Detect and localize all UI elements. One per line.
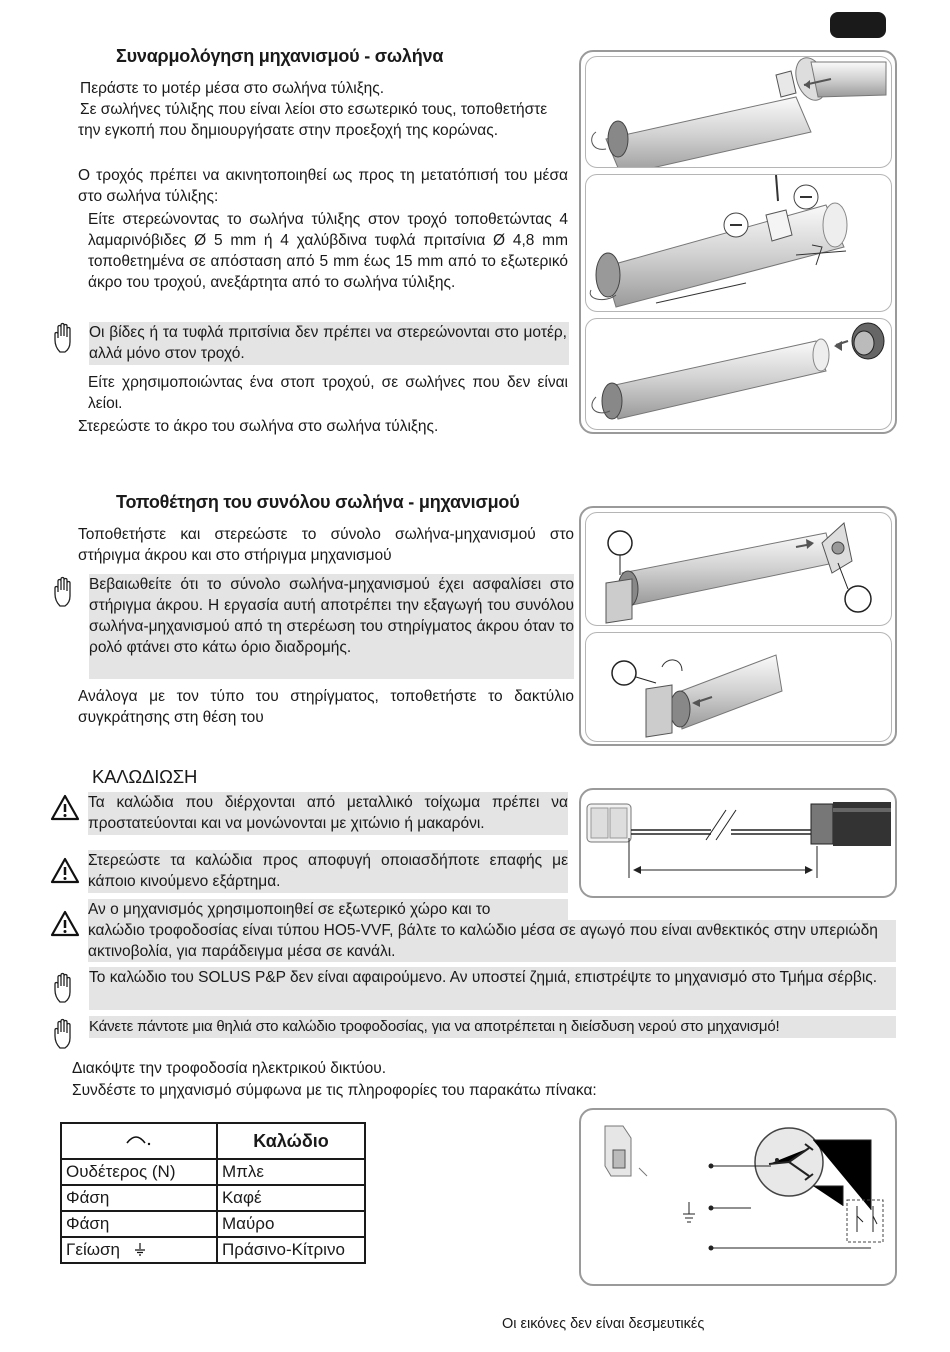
section-title-installation: Τοποθέτηση του συνόλου σωλήνα - μηχανισμού — [116, 492, 520, 512]
table-cell: Φάση — [61, 1185, 217, 1211]
table-cell: Καφέ — [217, 1185, 365, 1211]
figure-screw-fixing — [585, 174, 892, 312]
paragraph: Διακόψτε την τροφοδοσία ηλεκτρικού δικτύου. — [72, 1060, 387, 1077]
note-box: Βεβαιωθείτε ότι το σύνολο σωλήνα-μηχανισμού έχει ασφαλίσει στο στήριγμα άκρου. Η εργασία αυτή αποτρέπει την εξαγωγή του συνόλου σωλήνα-μηχανισμού από τη στερέωση του στηρίγματος άκρου όταν το ρολό φτάνει στο κάτω όριο διαδρομής. — [89, 574, 574, 679]
figure-panel-wiring-diagram — [579, 1108, 897, 1286]
warning-box: Στερεώστε τα καλώδια προς αποφυγή οποιασδήποτε επαφής με κάποιο κινούμενο εξάρτημα. — [88, 850, 568, 893]
footer-disclaimer: Οι εικόνες δεν είναι δεσμευτικές — [502, 1316, 705, 1332]
table-row — [61, 1159, 365, 1185]
table-cell: Ουδέτερος (N) — [61, 1159, 217, 1185]
table-row — [61, 1211, 365, 1237]
hand-note-icon — [52, 1018, 78, 1050]
table-cell — [61, 1237, 217, 1263]
table-cell: Φάση — [61, 1211, 217, 1237]
paragraph: Τοποθετήστε και στερεώστε το σύνολο σωλήνα-μηχανισμού στο στήριγμα άκρου και στο στήριγμα μηχανισμού — [78, 526, 574, 564]
hand-note-icon — [52, 972, 78, 1004]
warning-icon — [50, 794, 80, 821]
paragraph: Συνδέστε το μηχανισμό σύμφωνα με τις πληροφορίες του παρακάτω πίνακα: — [72, 1082, 597, 1099]
table-header-row — [61, 1123, 365, 1159]
paragraph: Είτε χρησιμοποιώντας ένα στοπ τροχού, σε σωλήνες που δεν είναι λείοι. — [88, 374, 568, 412]
warning-box: Τα καλώδια που διέρχονται από μεταλλικό τοίχωμα πρέπει να προστατεύονται και να μονώνονται με χιτώνιο ή μακαρόνι. — [88, 792, 568, 835]
warning-icon — [50, 857, 80, 884]
paragraph: Στερεώστε το άκρο του σωλήνα στο σωλήνα τύλιξης. — [78, 418, 439, 435]
figure-bracket-mount — [585, 512, 892, 626]
table-cell: Μαύρο — [217, 1211, 365, 1237]
wiring-table — [60, 1122, 366, 1264]
ac-symbol-icon — [61, 1123, 217, 1159]
hand-note-icon — [52, 576, 78, 608]
note-box: Κάνετε πάντοτε μια θηλιά στο καλώδιο τροφοδοσίας, για να αποτρέπεται η διείσδυση νερού στο μηχανισμό! — [89, 1016, 896, 1038]
figure-motor-insertion — [585, 56, 892, 168]
table-row — [61, 1185, 365, 1211]
table-cell: Μπλε — [217, 1159, 365, 1185]
warning-icon — [50, 910, 80, 937]
figure-panel-installation — [579, 506, 897, 746]
table-row — [61, 1237, 365, 1263]
table-cell: Πράσινο-Κίτρινο — [217, 1237, 365, 1263]
figure-end-cap — [585, 318, 892, 430]
figure-panel-cable — [579, 788, 897, 898]
figure-wiring-diagram — [581, 1110, 895, 1284]
figure-panel-assembly — [579, 50, 897, 434]
paragraph: Είτε στερεώνοντας το σωλήνα τύλιξης στον τροχό τοποθετώντας 4 λαμαρινόβιδες Ø 5 mm ή 4 χαλύβδινα τυφλά πριτσίνια Ø 4,8 mm τοποθετημένα σε απόσταση από 5 mm έως 15 mm από το εξωτερικό άκρο του τροχού, ανεξάρτητα από το σωλήνα τύλιξης. — [88, 211, 568, 291]
warning-box-line1: Αν ο μηχανισμός χρησιμοποιηθεί σε εξωτερικό χώρο και το — [88, 899, 568, 920]
hand-note-icon — [52, 322, 78, 354]
paragraph: Σε σωλήνες τύλιξης που είναι λείοι στο εσωτερικό τους, τοποθετήστε την εγκοπή που δημιουργήσατε στην προεξοχή της κορώνας. — [78, 101, 548, 139]
figure-retaining-ring — [585, 632, 892, 742]
paragraph: Περάστε το μοτέρ μέσα στο σωλήνα τύλιξης. — [80, 80, 385, 97]
language-tab-marker — [830, 12, 886, 38]
table-cell-label: Γείωση — [66, 1240, 120, 1259]
ground-icon — [133, 1242, 147, 1256]
note-box: Οι βίδες ή τα τυφλά πριτσίνια δεν πρέπει να στερεώνονται στο μοτέρ, αλλά μόνο στον τροχό. — [89, 322, 569, 365]
paragraph: Ο τροχός πρέπει να ακινητοποιηθεί ως προς τη μετατόπισή του μέσα στο σωλήνα τύλιξης: — [78, 167, 568, 205]
paragraph: Ανάλογα με τον τύπο του στηρίγματος, τοποθετήστε το δακτύλιο συγκράτησης στη θέση του — [78, 688, 574, 726]
note-box: Το καλώδιο του SOLUS P&P δεν είναι αφαιρούμενο. Αν υποστεί ζημιά, επιστρέψτε το μηχανισμό στο Τμήμα σέρβις. — [89, 967, 896, 1010]
section-title-assembly: Συναρμολόγηση μηχανισμού - σωλήνα — [116, 46, 444, 66]
section-title-wiring: ΚΑΛΩΔΙΩΣΗ — [92, 766, 198, 787]
figure-cable-route — [581, 790, 895, 896]
warning-box-line2: καλώδιο τροφοδοσίας είναι τύπου HO5-VVF, βάλτε το καλώδιο μέσα σε αγωγό που είναι ανθεκτικός στην υπεριώδη ακτινοβολία, για παράδειγμα μέσα σε κανάλι. — [88, 920, 896, 962]
table-header-cable: Καλώδιο — [217, 1123, 365, 1159]
